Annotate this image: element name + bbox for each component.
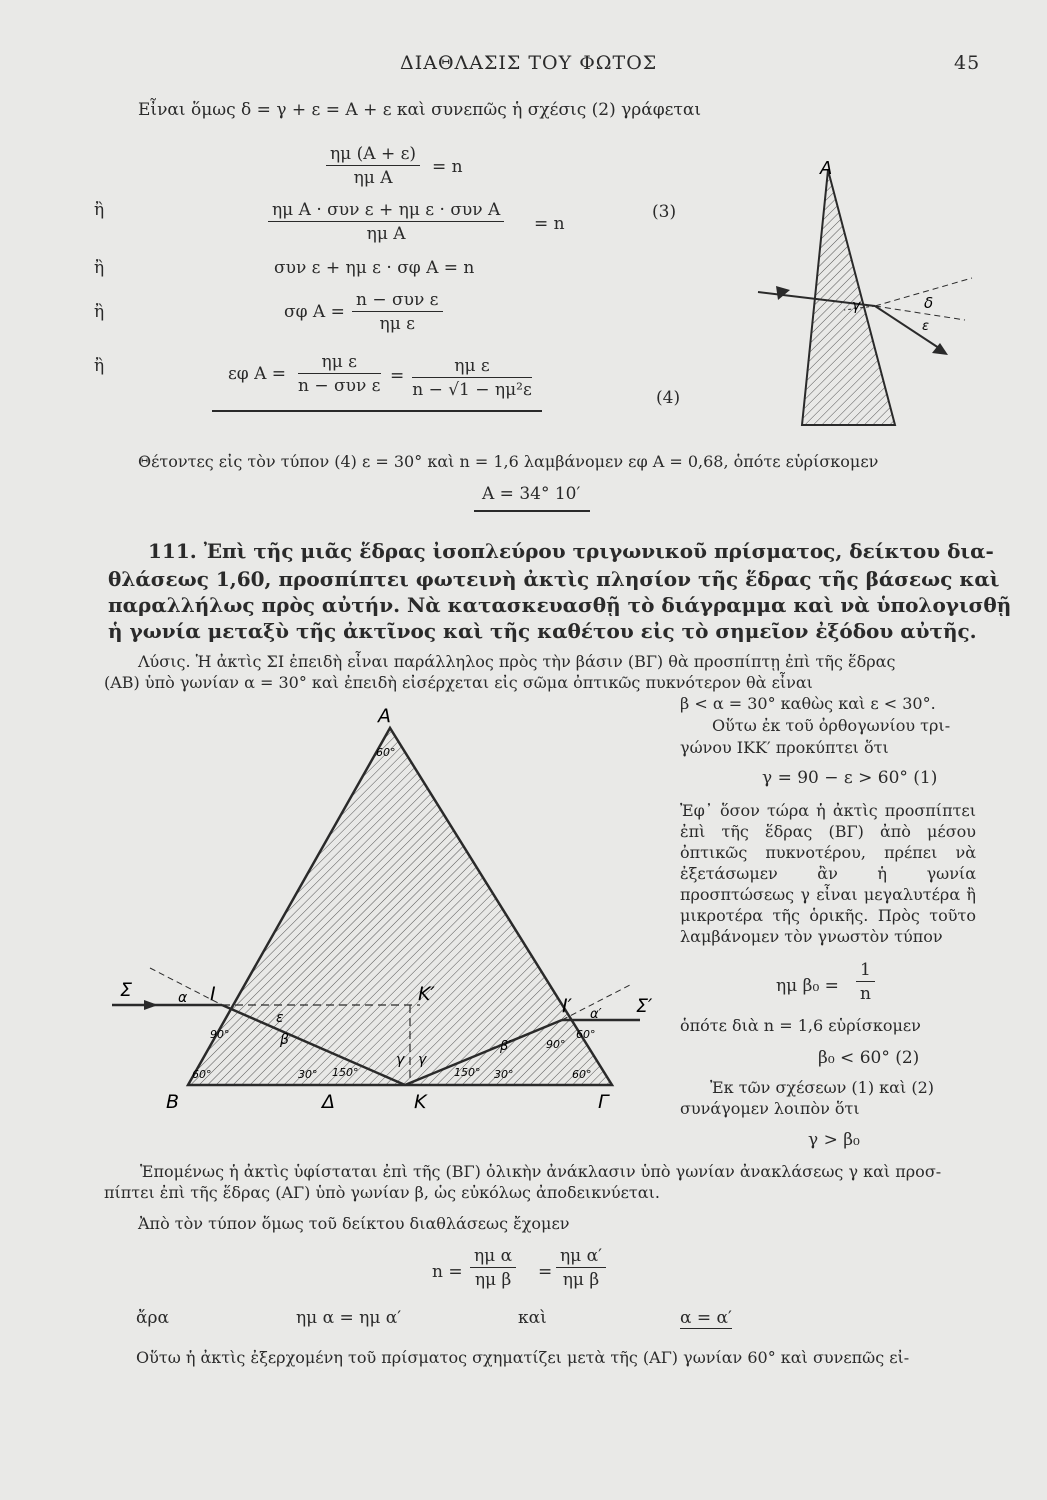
finding-line: ὁπότε διὰ n = 1,6 εὑρίσκομεν bbox=[680, 1016, 921, 1035]
solution-line-1: Λύσις. Ἡ ἀκτὶς ΣΙ ἐπειδὴ εἶναι παράλληλος πρὸς τὴν βάσιν (ΒΓ) θὰ προσπίπτῃ ἐπὶ τῆς ἕδρας bbox=[138, 652, 896, 671]
triangle-ABG bbox=[188, 728, 612, 1085]
n-eq-fraction-1 bbox=[470, 1246, 516, 1290]
n-eq-lhs: n = bbox=[432, 1262, 463, 1282]
eq2-num: ημ Α · συν ε + ημ ε · συν Α bbox=[268, 200, 504, 222]
label-Sprime: Σ′ bbox=[636, 995, 653, 1017]
problem-line-3: παραλλήλως πρὸς αὐτήν. Νὰ κατασκευασθῇ τὸ διάγραμμα καὶ νὰ ὑπολογισθῇ bbox=[108, 593, 1012, 617]
eq5-num1: ημ ε bbox=[298, 352, 381, 374]
gamma-label: γ bbox=[852, 298, 861, 314]
label-A60: 60° bbox=[376, 746, 396, 759]
eq5-equals: = bbox=[390, 366, 405, 386]
eq5-lhs: εφ Α = bbox=[228, 364, 287, 384]
or-word-3: ἢ bbox=[94, 302, 105, 322]
critical-fraction bbox=[856, 960, 875, 1004]
running-header: ΔΙΑΘΛΑΣΙΣ ΤΟΥ ΦΩΤΟΣ bbox=[400, 52, 658, 74]
label-gamma2: γ bbox=[418, 1052, 427, 1068]
sin-equality: ημ α = ημ α′ bbox=[296, 1308, 402, 1328]
or-word-2: ἢ bbox=[94, 258, 105, 278]
label-D: Δ bbox=[322, 1091, 335, 1113]
n-eq-fraction-2 bbox=[556, 1246, 606, 1290]
label-G: Γ bbox=[598, 1091, 609, 1113]
eq3: συν ε + ημ ε · σφ Α = n bbox=[274, 258, 475, 278]
eq4-den: ημ ε bbox=[379, 314, 415, 334]
problem-line-4: ἡ γωνία μεταξὺ τῆς ἀκτῖνος καὶ τῆς καθέτου εἰς τὸ σημεῖον ἐξόδου αὐτῆς. bbox=[108, 619, 977, 643]
page-number: 45 bbox=[954, 52, 981, 74]
eq4-lhs: σφ Α = bbox=[284, 302, 345, 322]
ara-word: ἄρα bbox=[136, 1308, 169, 1328]
final-line: Οὕτω ἡ ἀκτὶς ἐξερχομένη τοῦ πρίσματος σχηματίζει μετὰ τῆς (ΑΓ) γωνίαν 60° καὶ συνεπῶς εἰ- bbox=[136, 1348, 910, 1367]
substitution-line: Θέτοντες εἰς τὸν τύπον (4) ε = 30° καὶ n = 1,6 λαμβάνομεν εφ Α = 0,68, ὁπότε εὑρίσκομεν bbox=[138, 452, 879, 471]
eq5-fraction-2 bbox=[412, 356, 532, 400]
apex-label: Α bbox=[820, 158, 833, 179]
total-reflection-line-1: Ἑπομένως ἡ ἀκτὶς ὑφίσταται ἐπὶ τῆς (ΒΓ) ὁλικὴν ἀνάκλασιν ὑπὸ γωνίαν ἀνακλάσεως γ καὶ προσ- bbox=[140, 1162, 942, 1181]
critical-lhs: ημ β₀ = bbox=[776, 976, 839, 996]
solution-line-4: Οὕτω ἐκ τοῦ ὀρθογωνίου τρι- bbox=[712, 716, 951, 735]
label-K150a: 150° bbox=[332, 1066, 359, 1079]
solution-line-3: β < α = 30° καθὼς καὶ ε < 30°. bbox=[680, 694, 936, 713]
eq2-rhs: = n bbox=[534, 214, 565, 234]
critical-angle-paragraph: Ἐφ᾽ ὅσον τώρα ἡ ἀκτὶς προσπίπτει ἐπὶ τῆς ἕδρας (ΒΓ) ἀπὸ μέσου ὀπτικῶς πυκνοτέρου, πρέπει νὰ ἐξετάσωμεν ἂν ἡ γωνία προσπτώσεως γ εἶναι μεγαλυτέρα ἢ μικροτέρα τῆς ὁρικῆς. Πρὸς τοῦτο λαμβάνομεν τὸν γνωστὸν τύπον bbox=[680, 801, 976, 946]
total-reflection-line-2: πίπτει ἐπὶ τῆς ἕδρας (ΑΓ) ὑπὸ γωνίαν β, ὡς εὐκόλως ἀποδεικνύεται. bbox=[104, 1183, 660, 1202]
result-underline bbox=[474, 510, 590, 512]
n-eq-num1: ημ α bbox=[470, 1246, 516, 1268]
n-eq-equals: = bbox=[538, 1262, 553, 1282]
index-formula-intro: Ἀπὸ τὸν τύπον ὅμως τοῦ δείκτου διαθλάσεως ἔχομεν bbox=[138, 1214, 570, 1233]
eq2-fraction bbox=[268, 200, 504, 244]
label-Iprime: Ι′ bbox=[562, 995, 572, 1017]
eq1-fraction bbox=[326, 144, 420, 188]
prism-figure-small bbox=[740, 150, 980, 440]
eq4-fraction bbox=[352, 290, 443, 334]
gamma-gt-b0: γ > β₀ bbox=[808, 1130, 860, 1150]
eq2-den: ημ Α bbox=[366, 224, 406, 244]
label-A: Α bbox=[378, 705, 391, 727]
label-G60: 60° bbox=[572, 1068, 592, 1081]
conclude-line: συνάγομεν λοιπὸν ὅτι bbox=[680, 1099, 860, 1118]
label-beta: β bbox=[280, 1032, 289, 1048]
label-Iprime60: 60° bbox=[576, 1028, 596, 1041]
prism-figure-large bbox=[100, 700, 660, 1130]
problem-text-1: Ἐπὶ τῆς μιᾶς ἕδρας ἰσοπλεύρου τριγωνικοῦ πρίσματος, δείκτου δια- bbox=[203, 539, 994, 563]
kai-word: καὶ bbox=[518, 1308, 547, 1328]
label-betaprime: β′ bbox=[500, 1039, 512, 1054]
from-relations: Ἐκ τῶν σχέσεων (1) καὶ (2) bbox=[710, 1078, 934, 1097]
eq1-den: ημ Α bbox=[353, 168, 393, 188]
problem-number: 111. bbox=[148, 539, 197, 563]
b0-equation: β₀ < 60° (2) bbox=[818, 1048, 920, 1068]
refracted-ray bbox=[875, 306, 945, 352]
eq5-den1: n − συν ε bbox=[298, 376, 381, 396]
solution-line-5: γώνου ΙΚΚ′ προκύπτει ὅτι bbox=[680, 738, 889, 757]
label-I: Ι bbox=[210, 983, 216, 1005]
or-word-4: ἢ bbox=[94, 356, 105, 376]
eq4-num: n − συν ε bbox=[352, 290, 443, 312]
eq5-num2: ημ ε bbox=[412, 356, 532, 378]
label-gamma: γ bbox=[396, 1052, 405, 1068]
eq5-fraction-1 bbox=[298, 352, 381, 396]
label-B: Β bbox=[166, 1091, 180, 1113]
eq5-den2: n − √1 − ημ²ε bbox=[412, 380, 532, 400]
label-Kprime: Κ′ bbox=[418, 983, 435, 1005]
label-K: Κ bbox=[414, 1091, 427, 1113]
label-K150b: 150° bbox=[454, 1066, 481, 1079]
intro-line: Εἶναι ὅμως δ = γ + ε = Α + ε καὶ συνεπῶς ἡ σχέσις (2) γράφεται bbox=[138, 100, 702, 120]
label-Iprime90: 90° bbox=[546, 1038, 566, 1051]
label-alphaprime: α′ bbox=[590, 1007, 602, 1022]
critical-num: 1 bbox=[856, 960, 875, 982]
result-value: Α = 34° 10′ bbox=[482, 484, 581, 504]
eq1-num: ημ (Α + ε) bbox=[326, 144, 420, 166]
eq2-tag: (3) bbox=[652, 202, 677, 222]
problem-line-2: θλάσεως 1,60, προσπίπτει φωτεινὴ ἀκτὶς πλησίον τῆς ἕδρας τῆς βάσεως καὶ bbox=[108, 567, 1000, 591]
incident-arrow bbox=[776, 286, 790, 300]
eps-label: ε bbox=[922, 319, 930, 334]
label-alpha: α bbox=[178, 990, 188, 1006]
n-eq-den1: ημ β bbox=[474, 1270, 512, 1290]
n-eq-den2: ημ β bbox=[562, 1270, 600, 1290]
label-B60: 60° bbox=[192, 1068, 212, 1081]
critical-den: n bbox=[859, 984, 871, 1004]
label-eps: ε bbox=[276, 1010, 284, 1026]
label-K30a: 30° bbox=[298, 1068, 318, 1081]
problem-line-1 bbox=[148, 538, 994, 564]
gamma-equation: γ = 90 − ε > 60° (1) bbox=[762, 768, 938, 788]
incident-arrow bbox=[144, 1000, 158, 1010]
label-K30b: 30° bbox=[494, 1068, 514, 1081]
extension-line-2 bbox=[875, 306, 965, 320]
alpha-equality: α = α′ bbox=[680, 1308, 732, 1328]
solution-line-2: (ΑΒ) ὑπὸ γωνίαν α = 30° καὶ ἐπειδὴ εἰσέρχεται εἰς σῶμα ὀπτικῶς πυκνότερον θὰ εἶναι bbox=[104, 673, 813, 692]
eq5-tag: (4) bbox=[656, 388, 681, 408]
label-S: Σ bbox=[120, 979, 133, 1001]
eq1-rhs: = n bbox=[432, 157, 463, 177]
or-word-1: ἢ bbox=[94, 200, 105, 220]
prism-shape bbox=[802, 170, 895, 425]
n-eq-num2: ημ α′ bbox=[556, 1246, 606, 1268]
label-I90: 90° bbox=[210, 1028, 230, 1041]
delta-label: δ bbox=[924, 294, 934, 312]
eq-underline bbox=[212, 410, 542, 412]
